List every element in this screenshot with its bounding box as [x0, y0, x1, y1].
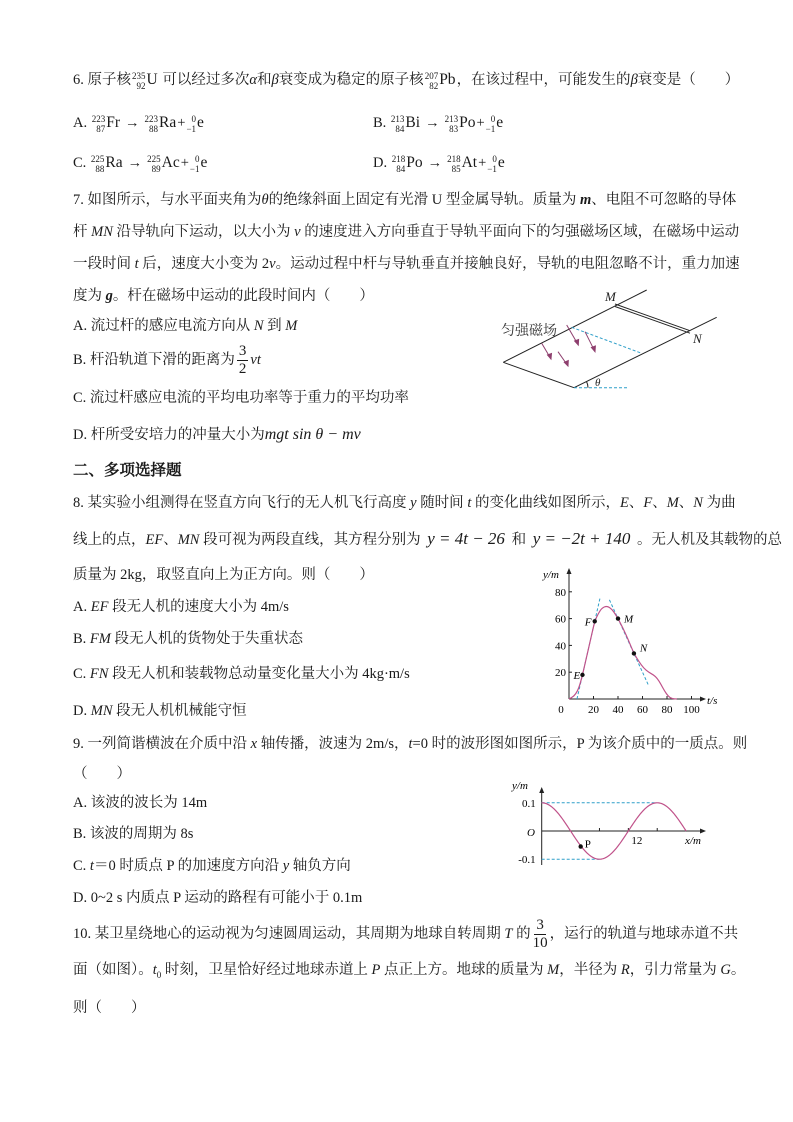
origin-label: O: [527, 827, 535, 839]
plus-sign: +: [180, 155, 189, 171]
label-theta: θ: [595, 377, 601, 389]
nuclide: 223 87 Fr: [91, 113, 121, 134]
q9-waveform-chart: [500, 775, 715, 870]
electron: 0 −1 e: [485, 113, 504, 134]
fraction-3-2: $\frac{3}{2}$: [238, 343, 247, 378]
electron: 0 −1 e: [487, 153, 505, 174]
x-axis-arrow-icon: [700, 829, 706, 834]
nuclide: 213 83 Po: [444, 113, 476, 134]
plus-sign: +: [478, 155, 487, 171]
beta-symbol: β: [630, 72, 638, 88]
q9-stem-line-1: 9. 一列简谐横波在介质中沿 x 轴传播，波速为 2m/s，t=0 时的波形图如图所示，P 为该介质中的一质点。则: [73, 736, 748, 752]
text: 和: [256, 72, 272, 88]
arrow-icon: →: [425, 115, 440, 131]
q7-option-a[interactable]: A. 流过杆的感应电流方向从 N 到 M: [73, 318, 298, 334]
option-label: B.: [373, 115, 387, 131]
var-t: t: [134, 256, 139, 272]
text: 原子核: [87, 72, 131, 88]
var-mn: MN: [91, 224, 113, 240]
y-axis-label: y/m: [512, 780, 528, 792]
electron: 0 −1 e: [189, 153, 208, 174]
field-arrow-head: [548, 354, 552, 360]
q9-option-b[interactable]: B. 该波的周期为 8s: [73, 826, 194, 842]
q8-stem-line-3: 质量为 2kg，取竖直向上为正方向。则（ ）: [73, 567, 374, 583]
arrow-icon: →: [127, 155, 143, 171]
plus-sign: +: [177, 115, 186, 131]
q8-height-time-chart: [535, 565, 720, 720]
nuclide: 218 85 At: [447, 153, 478, 174]
q6-option-b[interactable]: [373, 112, 504, 134]
q6-option-a[interactable]: [73, 112, 205, 134]
q8-stem-line-1: 8. 某实验小组测得在竖直方向飞行的无人机飞行高度 y 随时间 t 的变化曲线如图所示，E、F、M、N 为曲: [73, 495, 736, 511]
option-label: C.: [73, 155, 87, 171]
y-tick-label: 0.1: [521, 797, 536, 810]
y-axis-arrow-icon: [539, 787, 544, 793]
data-point-f: [593, 619, 597, 623]
point-label-e: E: [573, 669, 581, 682]
text: 衰变成为稳定的原子核: [278, 72, 424, 88]
equation-ef: y = 4t − 26: [427, 529, 505, 548]
q9-option-d[interactable]: D. 0~2 s 内质点 P 运动的路程有可能小于 0.1m: [73, 890, 363, 906]
field-arrow-head: [591, 346, 595, 352]
q10-stem-line-2: 面（如图）。$t_0$ 时刻，卫星恰好经过地球赤道上 P 点正上方。地球的质量为 M，半径为 R，引力常量为 G。: [73, 962, 746, 980]
var-g: g: [105, 288, 113, 304]
y-axis-label: y/m: [543, 569, 559, 581]
text: ，在该过程中，可能发生的: [456, 72, 631, 88]
x-tick-label: 12: [631, 835, 643, 847]
field-boundary-dashed: [572, 327, 642, 353]
point-label-p: P: [584, 838, 591, 851]
q7-option-b[interactable]: B. 杆沿轨道下滑的距离为 $\frac{3}{2}$ vt: [73, 343, 261, 378]
q6-option-d[interactable]: [373, 152, 506, 174]
y-tick-label: 60: [555, 613, 566, 626]
var-v: v: [269, 256, 276, 272]
x-tick-label: 20: [588, 704, 599, 716]
q9-option-a[interactable]: A. 该波的波长为 14m: [73, 795, 208, 811]
var-theta: θ: [261, 192, 269, 208]
q10-stem-line-3: 则（ ）: [73, 1000, 146, 1016]
option-label: D.: [373, 155, 388, 171]
point-label-f: F: [584, 616, 592, 629]
label-n: N: [693, 331, 702, 346]
q7-option-c[interactable]: C. 流过杆感应电流的平均电功率等于重力的平均功率: [73, 390, 409, 406]
fraction-3-10: $\frac{3}{10}$: [532, 917, 548, 952]
angle-arc: [587, 382, 589, 388]
text: 衰变是（ ）: [637, 72, 740, 88]
nuclide: 223 88 Ra: [144, 113, 177, 134]
section-title: 二、多项选择题: [73, 462, 182, 479]
q8-option-c[interactable]: C. FN 段无人机和装载物总动量变化量大小为 4kg·m/s: [73, 666, 410, 682]
q7-stem-line-1: 7. 如图所示，与水平面夹角为θ的绝缘斜面上固定有光滑 U 型金属导轨。质量为 m、电阻不可忽略的导体: [73, 192, 737, 208]
data-point-n: [632, 651, 636, 655]
alpha-symbol: α: [249, 72, 257, 88]
var-m: m: [579, 192, 592, 208]
arrow-icon: →: [427, 155, 443, 171]
q9-option-c[interactable]: C. t＝0 时质点 P 的加速度方向沿 y 轴负方向: [73, 858, 351, 874]
data-point-m: [616, 616, 620, 620]
beta-symbol: β: [271, 72, 279, 88]
electron: 0 −1 e: [186, 113, 204, 134]
q8-stem-line-2: 线上的点，EF、MN 段可视为两段直线，其方程分别为 y = 4t − 26 和 y = −2t + 140 。无人机及其载物的总: [73, 529, 782, 548]
y-axis-arrow-icon: [567, 568, 572, 574]
origin-label: 0: [558, 704, 564, 716]
q6-option-c[interactable]: [73, 152, 208, 174]
label-m: M: [605, 289, 616, 304]
x-axis-label: t/s: [707, 695, 718, 707]
q6-stem: [73, 69, 740, 91]
field-arrow-head: [575, 340, 579, 346]
nuclide: 225 88 Ra: [90, 153, 123, 174]
q8-option-b[interactable]: B. FM 段无人机的货物处于失重状态: [73, 631, 303, 647]
y-tick-label: 80: [555, 586, 566, 599]
rod-mn: [615, 304, 690, 333]
field-label: 匀强磁场: [501, 324, 557, 339]
q8-option-a[interactable]: A. EF 段无人机的速度大小为 4m/s: [73, 599, 289, 615]
y-tick-label: -0.1: [518, 854, 536, 867]
nuclide: 225 89 Ac: [147, 153, 180, 174]
plus-sign: +: [476, 115, 485, 131]
x-tick-label: 100: [683, 704, 700, 716]
x-tick-label: 60: [637, 704, 648, 716]
option-label: A.: [73, 115, 88, 131]
q8-option-d[interactable]: D. MN 段无人机机械能守恒: [73, 703, 247, 719]
q7-stem-line-2: 杆 MN 沿导轨向下运动，以大小为 v 的速度进入方向垂直于导轨平面向下的匀强磁场区域，在磁场中运动: [73, 224, 740, 240]
data-point-p: [578, 844, 582, 848]
point-label-m: M: [624, 613, 634, 626]
q7-stem-line-3: 一段时间 t 后，速度大小变为 2v。运动过程中杆与导轨垂直并接触良好，导轨的电阻忽略不计，重力加速: [73, 256, 740, 272]
text: 可以经过多次: [158, 72, 250, 88]
data-point-e: [580, 673, 584, 677]
q9-stem-line-2: （ ）: [73, 766, 131, 782]
q7-option-d[interactable]: D. 杆所受安培力的冲量大小为mgt sin θ − mv: [73, 426, 361, 443]
x-axis-arrow-icon: [700, 697, 706, 702]
y-tick-label: 40: [555, 640, 566, 653]
x-tick-label: 80: [661, 704, 673, 716]
x-tick-label: 40: [612, 704, 624, 716]
q7-stem-line-4: 度为 g。杆在磁场中运动的此段时间内（ ）: [73, 288, 374, 304]
nuclide-pb207: 207 82 Pb: [424, 70, 456, 91]
arrow-icon: →: [125, 115, 140, 131]
question-number: 6.: [73, 72, 84, 88]
nuclide: 218 84 Po: [391, 153, 423, 174]
nuclide: 213 84 Bi: [390, 113, 421, 134]
var-v: v: [294, 224, 301, 240]
y-tick-label: 20: [555, 667, 566, 680]
q7-incline-figure: [495, 285, 725, 395]
equation-mn: y = −2t + 140: [532, 529, 631, 548]
x-axis-label: x/m: [685, 835, 701, 847]
nuclide-u235: 235 92 U: [132, 70, 158, 91]
impulse-expression: mgt sin θ − mv: [264, 426, 361, 443]
q10-stem-line-1: 10. 某卫星绕地心的运动视为匀速圆周运动，其周期为地球自转周期 T 的 $\frac{3}{10}$ ，运行的轨道与地球赤道不共: [73, 917, 739, 952]
incline-bottom-edge: [503, 362, 574, 387]
point-label-n: N: [639, 642, 648, 655]
